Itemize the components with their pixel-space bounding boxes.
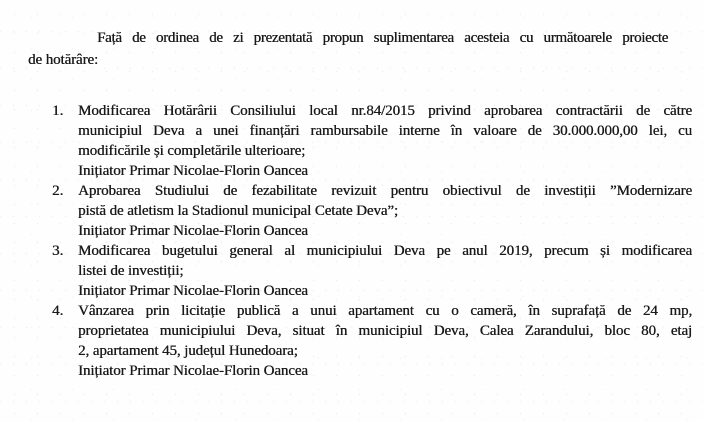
list-item-body [78,301,692,381]
list-item-line: proprietatea municipiului Deva, situat în municipiul Deva, Calea Zarandului, bloc 80, etaj [78,323,692,339]
list-item-line: 2, apartament 45, județul Hunedoara; [78,343,298,359]
list-item-body [78,241,692,301]
list-item-line: Aprobarea Studiului de fezabilitate revizuit pentru obiectivul de investiții ”Modernizare [78,183,692,199]
initiator-line: Inițiator Primar Nicolae-Florin Oancea [78,363,308,379]
intro-paragraph [28,0,668,71]
list-item-number: 4. [52,303,64,319]
list-item-line: Modificarea bugetului general al municipiului Deva pe anul 2019, precum și modificarea [78,243,692,259]
list-item-number: 2. [52,183,64,199]
list-item-line: listei de investiții; [78,263,184,279]
intro-line-1: Față de ordinea de zi prezentată propun suplimentarea acesteia cu următoarele proiecte [97,30,668,46]
list-item [52,241,692,301]
initiator-line: Inițiator Primar Nicolae-Florin Oancea [78,283,308,299]
list-item-line: pistă de atletism la Stadionul municipal Cetate Deva”; [78,203,398,219]
list-item-line: Modificarea Hotărârii Consiliului local nr.84/2015 privind aprobarea contractării de către [78,103,692,119]
list-item-line: municipiul Deva a unei finanțări rambursabile interne în valoare de 30.000.000,00 lei, cu [78,123,692,139]
list-item-body [78,181,692,241]
list-item-body [78,101,692,181]
list-item-line: modificările și completările ulterioare; [78,143,306,159]
list-item [52,101,692,181]
intro-line-2: de hotărâre: [28,52,99,68]
initiator-line: Inițiator Primar Nicolae-Florin Oancea [78,223,308,239]
list-item-line: Vânzarea prin licitație publică a unui apartament cu o cameră, în suprafață de 24 mp, [78,303,692,319]
list-item [52,301,692,381]
list-item [52,181,692,241]
resolution-list [52,101,692,381]
initiator-line: Inițiator Primar Nicolae-Florin Oancea [78,163,308,179]
list-item-number: 1. [52,103,64,119]
list-item-number: 3. [52,243,64,259]
